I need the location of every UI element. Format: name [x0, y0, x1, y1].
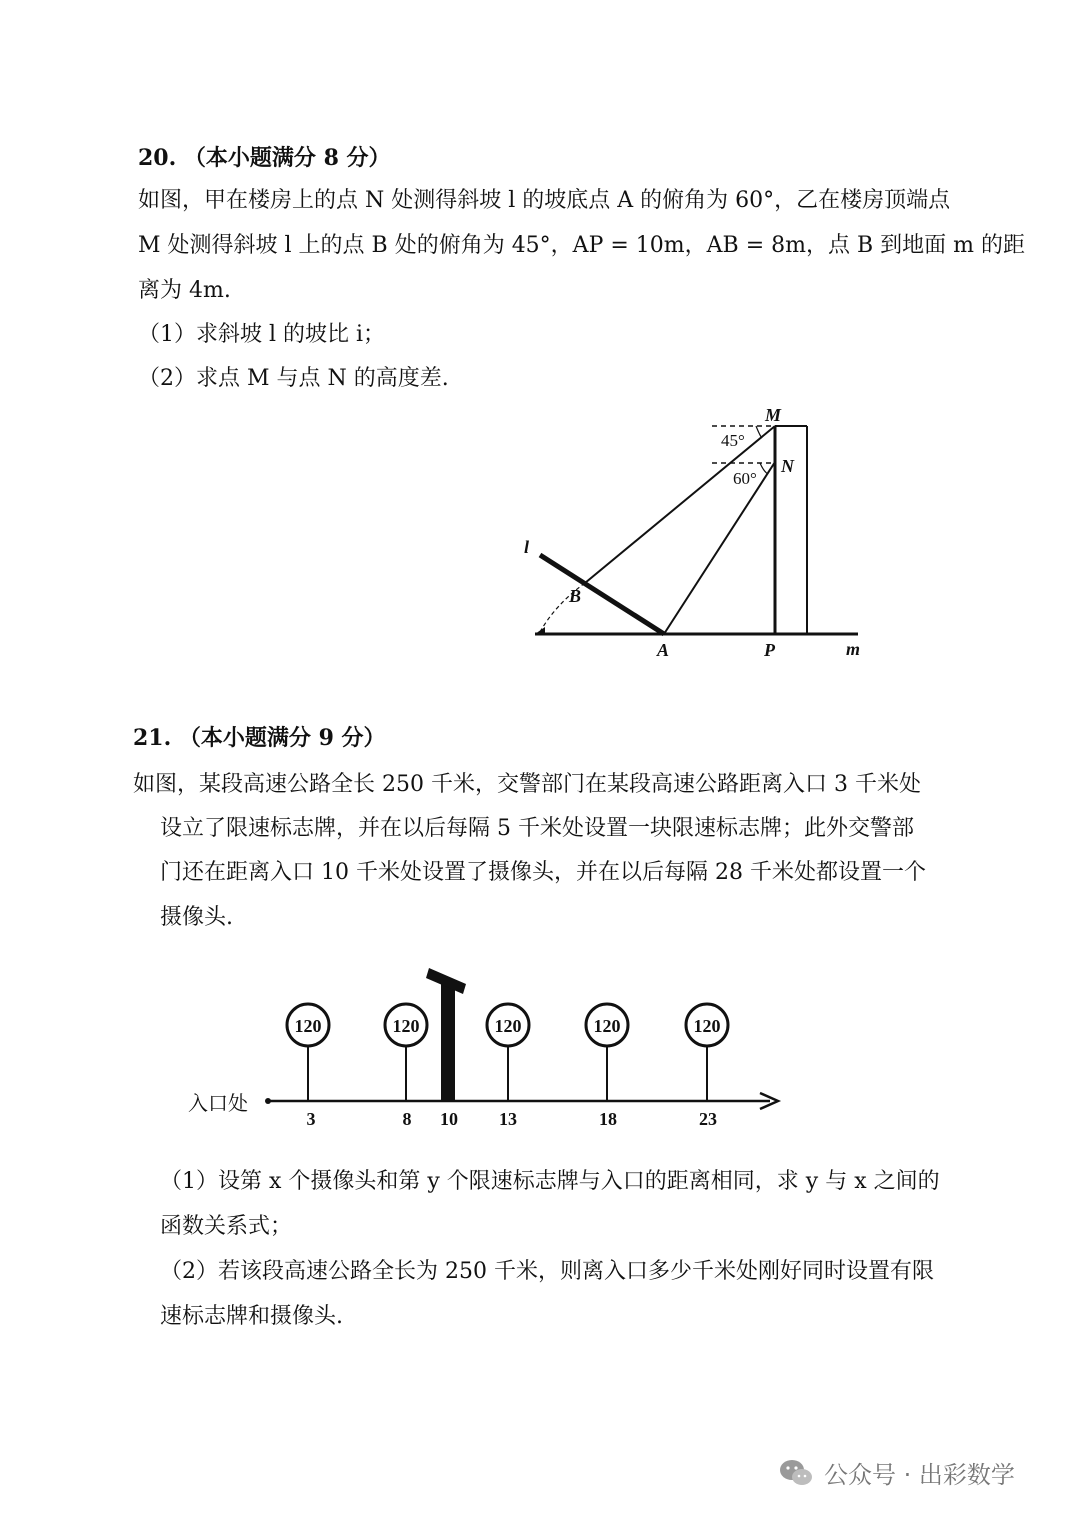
q20-body-line-1: 如图，甲在楼房上的点 N 处测得斜坡 l 的坡底点 A 的俯角为 60°，乙在楼房顶端点 [138, 188, 951, 213]
label-N: N [781, 456, 794, 476]
q21-body-line-1: 如图，某段高速公路全长 250 千米，交警部门在某段高速公路距离入口 3 千米处 [133, 772, 921, 797]
watermark [778, 1455, 1015, 1490]
speed-sign-18 [586, 1004, 628, 1101]
tick-label-10: 10 [440, 1109, 458, 1129]
tick-label-13: 13 [499, 1109, 517, 1129]
q20-title: 20. （本小题满分 8 分） [138, 145, 391, 171]
q20-body-line-3: 离为 4m. [138, 278, 231, 303]
tick-label-18: 18 [599, 1109, 617, 1129]
watermark-text: 公众号 · 出彩数学 [824, 1461, 1015, 1489]
q21-part-1-cont: 函数关系式； [160, 1214, 293, 1239]
label-angle-45: 45° [721, 431, 745, 450]
angle-arc-45 [756, 426, 762, 438]
entrance-label: 入口处 [188, 1093, 248, 1115]
q20-body-line-2: M 处测得斜坡 l 上的点 B 处的俯角为 45°，AP = 10m，AB = 8m，点 B 到地面 m 的距 [138, 233, 1025, 258]
camera-pole [426, 968, 466, 1101]
speed-sign-label: 120 [294, 1016, 322, 1036]
q20-part-1: （1）求斜坡 l 的坡比 i； [138, 322, 386, 347]
q21-title: 21. （本小题满分 9 分） [133, 725, 386, 751]
label-P: P [764, 640, 775, 660]
q21-figure [180, 955, 790, 1135]
tick-label-3: 3 [306, 1109, 316, 1129]
q21-part-2: （2）若该段高速公路全长为 250 千米，则离入口多少千米处刚好同时设置有限 [160, 1259, 934, 1284]
sight-line-NA [664, 462, 775, 634]
speed-sign-label: 120 [693, 1016, 721, 1036]
speed-sign-13 [487, 1004, 529, 1101]
q21-part-2-cont: 速标志牌和摄像头. [160, 1304, 343, 1329]
tick-label-23: 23 [699, 1109, 717, 1129]
label-M: M [765, 405, 782, 425]
q21-body-line-3: 门还在距离入口 10 千米处设置了摄像头，并在以后每隔 28 千米处都设置一个 [160, 860, 926, 885]
label-angle-60: 60° [733, 469, 757, 488]
label-A: A [657, 640, 670, 660]
arc-arrow [535, 627, 545, 634]
wechat-icon [778, 1458, 814, 1488]
label-l: l [524, 537, 530, 557]
q21-body-line-2: 设立了限速标志牌，并在以后每隔 5 千米处设置一块限速标志牌；此外交警部 [160, 816, 914, 841]
slope-line [540, 555, 664, 634]
label-B: B [569, 586, 582, 606]
axis-start-dot [265, 1098, 271, 1104]
q21-part-1: （1）设第 x 个摄像头和第 y 个限速标志牌与入口的距离相同，求 y 与 x 之间的 [160, 1169, 940, 1194]
q20-part-2: （2）求点 M 与点 N 的高度差. [138, 366, 449, 391]
speed-sign-3 [287, 1004, 329, 1101]
speed-sign-8 [385, 1004, 427, 1101]
speed-sign-label: 120 [494, 1016, 522, 1036]
speed-sign-label: 120 [392, 1016, 420, 1036]
q21-body-line-4: 摄像头. [160, 905, 233, 930]
angle-arc-60 [760, 463, 768, 474]
speed-sign-23 [686, 1004, 728, 1101]
speed-sign-label: 120 [593, 1016, 621, 1036]
tick-label-8: 8 [402, 1109, 412, 1129]
q20-figure [500, 395, 900, 675]
label-m: m [846, 639, 861, 659]
